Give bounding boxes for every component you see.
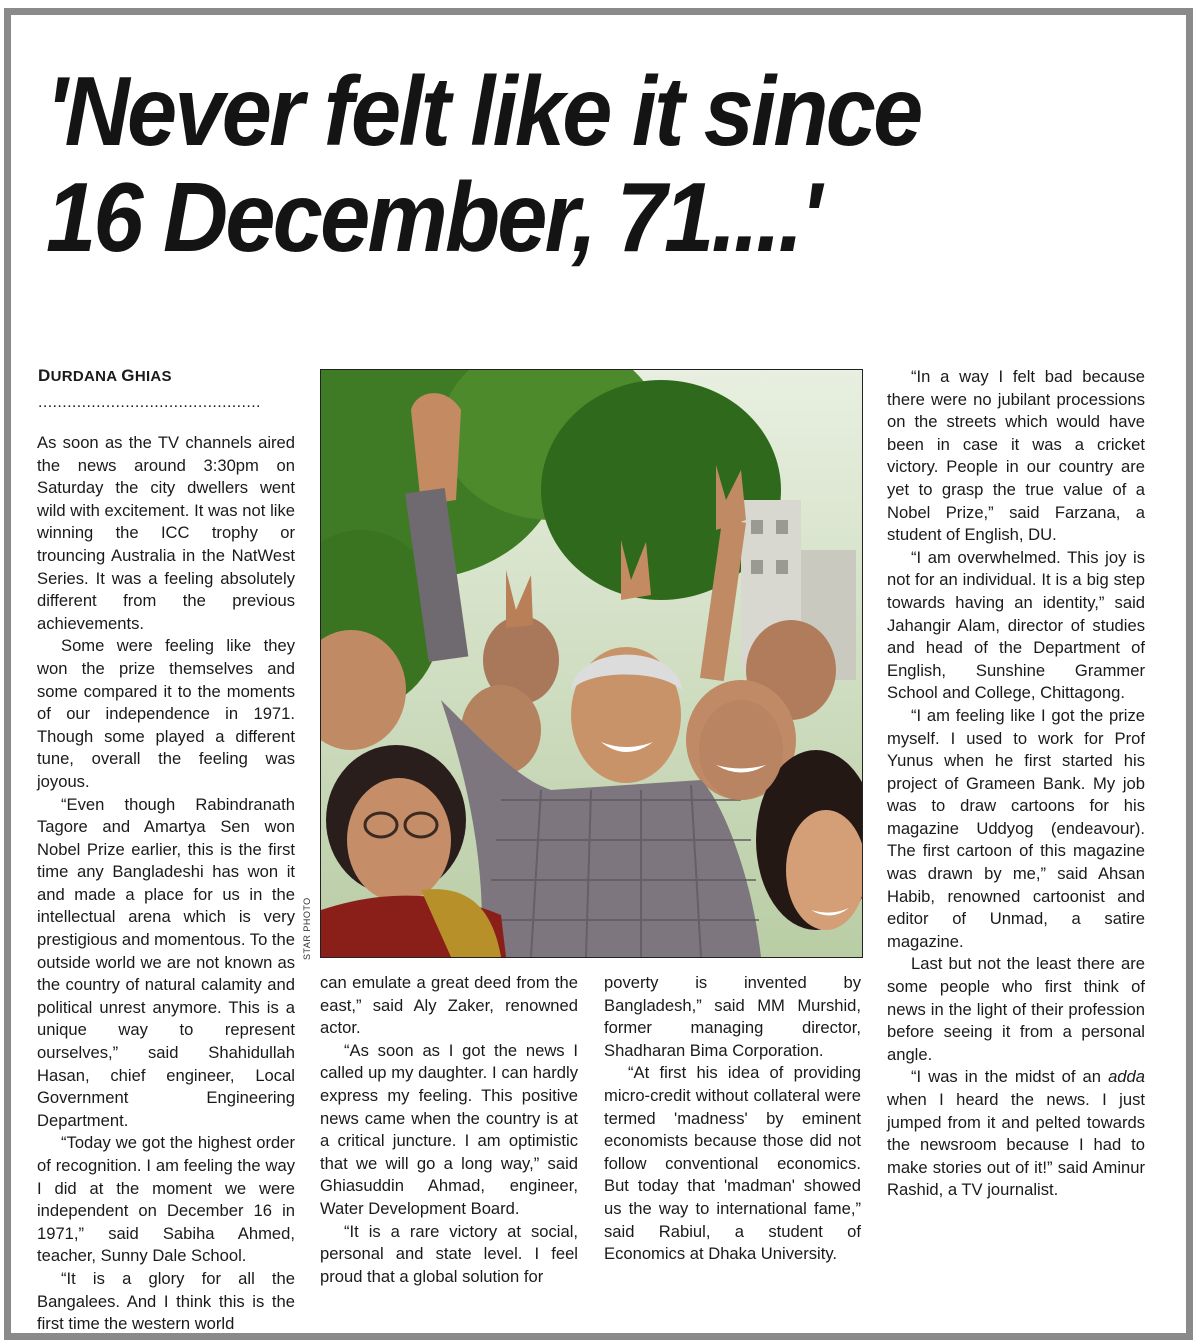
paragraph: “I was in the midst of an adda when I heard the news. I just jumped from it and pelted towards the newsroom because I had to make stories out of it!” said Aminur Rashid, a TV journalist. — [887, 1067, 1145, 1200]
paragraph: “I am overwhelmed. This joy is not for an individual. It is a big step towards having an identity,” said Jahangir Alam, director of studies and head of the Department of English, Sunshine Grammer School and College, Chittagong. — [887, 547, 1145, 703]
headline — [46, 58, 1076, 270]
paragraph: Some were feeling like they won the prize themselves and some compared it to the moments of our independence in 1971. Though some played a different tune, overall the feeling was joyous. — [37, 636, 295, 791]
news-photo — [320, 369, 863, 958]
article-column-3 — [604, 972, 861, 1266]
article-column-2 — [320, 972, 578, 1288]
headline-line-2: 16 December, 71....' — [46, 162, 820, 272]
paragraph: “It is a rare victory at social, personal and state level. I feel proud that a global solution for — [320, 1221, 578, 1286]
paragraph: poverty is invented by Bangladesh,” said MM Murshid, former managing director, Shadharan Bima Corporation. — [604, 973, 861, 1060]
paragraph: “As soon as I got the news I called up my daughter. I can hardly express my feeling. This positive news came when the country is at a critical juncture. I am optimistic that we will go a long way,” said Ghiasuddin Ahmad, engineer, Water Development Board. — [320, 1040, 578, 1218]
paragraph: Last but not the least there are some people who first think of news in the light of their profession before seeing it from a personal angle. — [887, 954, 1145, 1064]
paragraph: “I am feeling like I got the prize myself. I used to work for Prof Yunus when he first started his project of Grameen Bank. My job was to draw cartoons for his magazine Uddyog (endeavour). The first cartoon of this magazine was drawn by me,” said Ahsan Habib, renowned cartoonist and editor of Unmad, a satire magazine. — [887, 705, 1145, 951]
photo-credit: STAR PHOTO — [302, 897, 312, 960]
byline-separator: .............................................. — [38, 394, 261, 411]
paragraph: can emulate a great deed from the east,” said Aly Zaker, renowned actor. — [320, 973, 578, 1038]
italic-word: adda — [1108, 1067, 1145, 1087]
byline: DURDANA GHIAS — [38, 366, 172, 385]
paragraph: As soon as the TV channels aired the news around 3:30pm on Saturday the city dwellers went wild with excitement. It was not like winning the ICC trophy or trouncing Australia in the NatWest Series. It was a feeling absolutely different from the previous achievements. — [37, 433, 295, 633]
article-column-1 — [37, 432, 295, 1336]
paragraph: “Today we got the highest order of recognition. I am feeling the way I did at the moment we were independent on December 16 in 1971,” said Sabiha Ahmed, teacher, Sunny Dale School. — [37, 1133, 295, 1266]
celebration-photo-illustration — [321, 370, 862, 957]
headline-line-1: 'Never felt like it since — [46, 56, 921, 166]
paragraph: “At first his idea of providing micro-credit without collateral were termed 'madness' by eminent economists because those did not follow conventional economics. But today that 'madman' showed us the way to international fame,” said Rabiul, a student of Economics at Dhaka University. — [604, 1063, 861, 1264]
paragraph: “In a way I felt bad because there were no jubilant processions on the streets which would have been in case it was a cricket victory. People in our country are yet to grasp the true value of a Nobel Prize,” said Farzana, a student of English, DU. — [887, 367, 1145, 545]
paragraph: “Even though Rabindranath Tagore and Amartya Sen won Nobel Prize earlier, this is the first time any Bangladeshi has won it and made a place for us in the intellectual arena which is very prestigious and momentous. To the outside world we are not known as the country of natural calamity and political unrest anymore. This is a unique way to represent ourselves,” said Shahidullah Hasan, chief engineer, Local Government Engineering Department. — [37, 794, 295, 1130]
paragraph: “It is a glory for all the Bangalees. And I think this is the first time the western world — [37, 1268, 295, 1334]
article-column-4 — [887, 366, 1145, 1202]
